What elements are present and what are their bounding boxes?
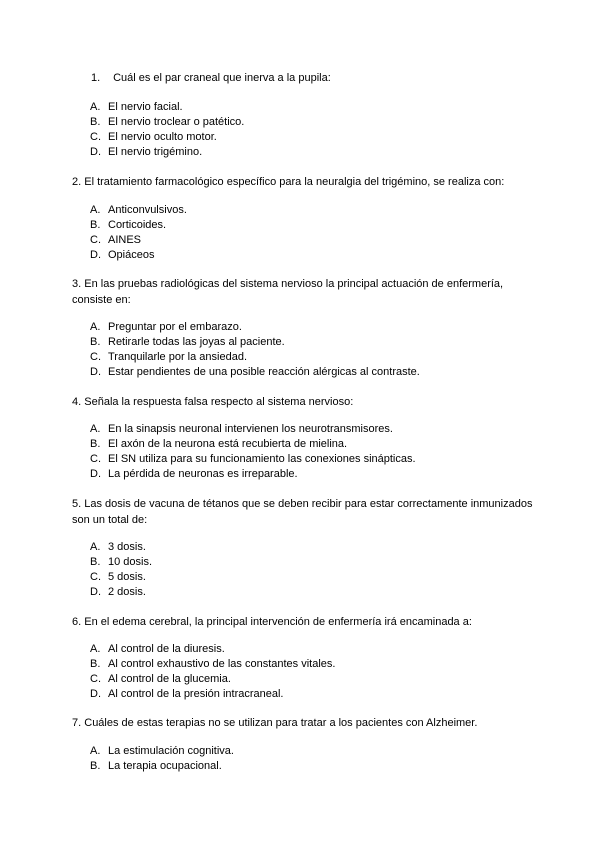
option-item <box>90 540 152 555</box>
option-letter: A. <box>90 423 101 435</box>
question-7-options <box>90 744 234 774</box>
question-text: Cuáles de estas terapias no se utilizan para tratar a los pacientes con Alzheimer. <box>84 717 478 729</box>
option-text: El nervio facial. <box>108 101 183 113</box>
question-5-options <box>90 540 152 600</box>
option-letter: A. <box>90 541 101 553</box>
option-text: AINES <box>108 234 142 246</box>
option-letter: D. <box>90 146 101 158</box>
option-item <box>90 335 420 350</box>
option-letter: B. <box>90 336 101 348</box>
question-2 <box>72 174 534 190</box>
option-item <box>90 365 420 380</box>
question-number: 1. <box>91 72 101 84</box>
option-item <box>90 467 416 482</box>
option-text: Al control exhaustivo de las constantes vitales. <box>108 658 336 670</box>
option-letter: A. <box>90 745 101 757</box>
option-letter: D. <box>90 249 101 261</box>
question-1 <box>91 70 553 86</box>
option-text: La estimulación cognitiva. <box>108 745 234 757</box>
option-item <box>90 657 335 672</box>
option-item <box>90 642 335 657</box>
option-text: 10 dosis. <box>108 556 153 568</box>
option-letter: D. <box>90 586 101 598</box>
option-letter: C. <box>90 351 101 363</box>
question-2-options <box>90 203 187 263</box>
option-letter: C. <box>90 673 101 685</box>
question-number: 3. <box>72 278 82 290</box>
option-text: El nervio trigémino. <box>108 146 203 158</box>
option-text: Al control de la presión intracraneal. <box>108 688 284 700</box>
option-text: El SN utiliza para su funcionamiento las conexiones sinápticas. <box>108 453 416 465</box>
option-letter: A. <box>90 101 101 113</box>
option-text: Al control de la diuresis. <box>108 643 225 655</box>
option-text: Anticonvulsivos. <box>108 204 187 216</box>
option-item <box>90 233 187 248</box>
option-item <box>90 570 152 585</box>
option-text: La terapia ocupacional. <box>108 760 222 772</box>
option-item <box>90 203 187 218</box>
option-item <box>90 687 335 702</box>
option-item <box>90 759 234 774</box>
option-item <box>90 452 416 467</box>
option-text: La pérdida de neuronas es irreparable. <box>108 468 298 480</box>
question-4 <box>72 394 534 410</box>
question-4-options <box>90 422 416 482</box>
option-item <box>90 555 152 570</box>
option-letter: B. <box>90 116 101 128</box>
option-text: El axón de la neurona está recubierta de mielina. <box>108 438 348 450</box>
option-item <box>90 350 420 365</box>
option-letter: B. <box>90 219 101 231</box>
option-letter: B. <box>90 760 101 772</box>
option-letter: D. <box>90 468 101 480</box>
option-text: 2 dosis. <box>108 586 146 598</box>
option-item <box>90 437 416 452</box>
option-letter: C. <box>90 234 101 246</box>
option-text: Tranquilarle por la ansiedad. <box>108 351 248 363</box>
option-item <box>90 422 416 437</box>
question-5 <box>72 496 534 528</box>
question-3 <box>72 276 534 308</box>
option-letter: A. <box>90 321 101 333</box>
option-item <box>90 248 187 263</box>
option-text: Preguntar por el embarazo. <box>108 321 242 333</box>
question-text: En el edema cerebral, la principal intervención de enfermería irá encaminada a: <box>84 616 472 628</box>
option-item <box>90 320 420 335</box>
option-letter: C. <box>90 571 101 583</box>
option-letter: B. <box>90 438 101 450</box>
option-letter: D. <box>90 688 101 700</box>
option-item <box>90 218 187 233</box>
option-item <box>90 115 244 130</box>
question-number: 5. <box>72 498 82 510</box>
option-letter: B. <box>90 556 101 568</box>
option-item <box>90 744 234 759</box>
option-letter: B. <box>90 658 101 670</box>
option-text: Opiáceos <box>108 249 155 261</box>
option-letter: A. <box>90 204 101 216</box>
question-6-options <box>90 642 335 702</box>
option-item <box>90 130 244 145</box>
option-text: El nervio oculto motor. <box>108 131 217 143</box>
question-3-options <box>90 320 420 380</box>
question-7 <box>72 715 534 731</box>
option-text: Retirarle todas las joyas al paciente. <box>108 336 285 348</box>
question-text: Cuál es el par craneal que inerva a la pupila: <box>113 72 331 84</box>
option-letter: A. <box>90 643 101 655</box>
question-number: 7. <box>72 717 82 729</box>
question-text: En las pruebas radiológicas del sistema nervioso la principal actuación de enfermería, consiste en: <box>72 278 504 306</box>
option-item <box>90 145 244 160</box>
option-text: Estar pendientes de una posible reacción alérgicas al contraste. <box>108 366 420 378</box>
question-number: 2. <box>72 176 82 188</box>
question-text: Las dosis de vacuna de tétanos que se deben recibir para estar correctamente inmunizados son un total de: <box>72 498 533 526</box>
option-text: En la sinapsis neuronal intervienen los neurotransmisores. <box>108 423 393 435</box>
question-number: 6. <box>72 616 82 628</box>
option-text: 5 dosis. <box>108 571 146 583</box>
option-item <box>90 100 244 115</box>
option-letter: D. <box>90 366 101 378</box>
option-text: El nervio troclear o patético. <box>108 116 245 128</box>
option-letter: C. <box>90 453 101 465</box>
option-text: 3 dosis. <box>108 541 146 553</box>
question-6 <box>72 614 534 630</box>
option-item <box>90 585 152 600</box>
option-letter: C. <box>90 131 101 143</box>
option-item <box>90 672 335 687</box>
question-text: El tratamiento farmacológico específico para la neuralgia del trigémino, se realiza con: <box>84 176 505 188</box>
question-number: 4. <box>72 396 82 408</box>
option-text: Corticoides. <box>108 219 167 231</box>
question-text: Señala la respuesta falsa respecto al sistema nervioso: <box>84 396 354 408</box>
option-text: Al control de la glucemia. <box>108 673 231 685</box>
question-1-options <box>90 100 244 160</box>
